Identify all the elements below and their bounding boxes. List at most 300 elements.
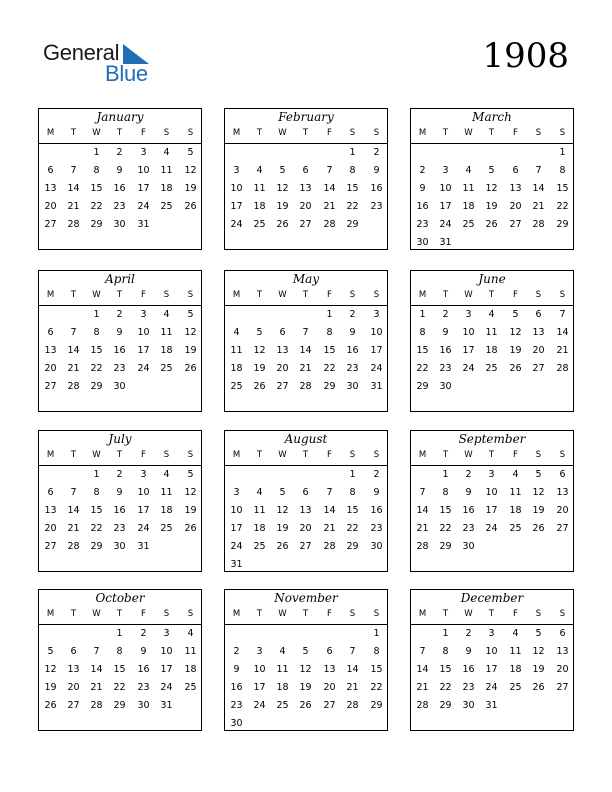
weekday-label: S	[535, 128, 542, 138]
weekday-label: T	[116, 128, 123, 138]
day-cell: 13	[532, 327, 545, 338]
day-cell: 21	[67, 363, 80, 374]
day-cell: 1	[116, 628, 123, 639]
day-cell: 13	[44, 505, 57, 516]
day-cell: 23	[230, 700, 243, 711]
day-cell: 4	[512, 628, 519, 639]
day-cell: 20	[556, 664, 569, 675]
day-cell: 25	[184, 682, 197, 693]
day-cell: 16	[370, 505, 383, 516]
weekday-label: T	[302, 450, 309, 460]
weekday-label: S	[559, 609, 566, 619]
weekday-label: F	[327, 128, 332, 138]
day-cell: 24	[137, 523, 150, 534]
day-cell: 28	[299, 381, 312, 392]
day-cell: 11	[160, 487, 173, 498]
day-cell: 2	[373, 469, 380, 480]
day-cell: 16	[462, 664, 475, 675]
day-cell: 30	[370, 541, 383, 552]
day-cell: 1	[442, 628, 449, 639]
day-cell: 9	[116, 165, 123, 176]
day-cell: 15	[556, 183, 569, 194]
weekday-label: T	[488, 450, 495, 460]
day-cell: 12	[276, 505, 289, 516]
day-cell: 28	[67, 381, 80, 392]
day-cell: 31	[370, 381, 383, 392]
weekday-label: T	[116, 609, 123, 619]
weekday-label: T	[442, 128, 449, 138]
day-cell: 26	[276, 541, 289, 552]
calendar-year: 1908	[482, 36, 569, 76]
weekday-header	[225, 450, 387, 464]
day-cell: 27	[509, 219, 522, 230]
day-cell: 2	[233, 646, 240, 657]
header-divider	[39, 465, 201, 466]
day-cell: 10	[137, 487, 150, 498]
weekday-label: S	[187, 128, 194, 138]
day-cell: 22	[346, 201, 359, 212]
day-cell: 17	[253, 682, 266, 693]
day-cell: 31	[160, 700, 173, 711]
weekday-label: S	[163, 128, 170, 138]
day-cell: 31	[230, 559, 243, 570]
day-cell: 7	[70, 165, 77, 176]
day-cell: 3	[465, 309, 472, 320]
day-cell: 19	[509, 345, 522, 356]
day-cell: 21	[67, 201, 80, 212]
day-cell: 6	[70, 646, 77, 657]
day-cell: 29	[346, 219, 359, 230]
day-cell: 26	[509, 363, 522, 374]
day-cell: 12	[184, 165, 197, 176]
day-cell: 12	[184, 327, 197, 338]
day-cell: 3	[488, 628, 495, 639]
month-name: May	[292, 272, 320, 286]
weekday-label: W	[464, 609, 473, 619]
day-cell: 15	[90, 505, 103, 516]
month-march	[410, 108, 574, 250]
day-cell: 17	[160, 664, 173, 675]
weekday-header	[39, 450, 201, 464]
day-cell: 9	[233, 664, 240, 675]
day-cell: 15	[90, 345, 103, 356]
day-cell: 24	[230, 219, 243, 230]
month-august	[224, 430, 388, 572]
day-cell: 12	[532, 646, 545, 657]
day-cell: 28	[67, 219, 80, 230]
day-cell: 22	[323, 363, 336, 374]
day-cell: 21	[556, 345, 569, 356]
day-cell: 8	[559, 165, 566, 176]
day-cell: 23	[113, 523, 126, 534]
weekday-label: S	[373, 609, 380, 619]
weekday-header	[411, 128, 573, 142]
weekday-label: W	[278, 609, 287, 619]
day-cell: 9	[419, 183, 426, 194]
day-cell: 21	[416, 682, 429, 693]
weekday-label: F	[327, 609, 332, 619]
day-cell: 15	[346, 505, 359, 516]
weekday-label: W	[92, 128, 101, 138]
header-divider	[225, 624, 387, 625]
header-divider	[225, 465, 387, 466]
day-cell: 29	[439, 541, 452, 552]
weekday-label: S	[187, 609, 194, 619]
day-cell: 16	[416, 201, 429, 212]
weekday-label: M	[232, 290, 241, 300]
day-cell: 13	[44, 183, 57, 194]
weekday-label: S	[559, 290, 566, 300]
day-cell: 25	[160, 363, 173, 374]
day-cell: 27	[556, 682, 569, 693]
weekday-label: T	[256, 128, 263, 138]
day-cell: 7	[326, 487, 333, 498]
weekday-label: T	[488, 609, 495, 619]
day-cell: 10	[462, 327, 475, 338]
day-cell: 30	[230, 718, 243, 729]
day-cell: 11	[160, 327, 173, 338]
day-cell: 4	[256, 487, 263, 498]
day-cell: 20	[67, 682, 80, 693]
day-cell: 15	[90, 183, 103, 194]
day-cell: 22	[439, 523, 452, 534]
month-name: September	[458, 432, 526, 446]
day-cell: 19	[184, 505, 197, 516]
weekday-label: M	[46, 609, 55, 619]
day-cell: 4	[256, 165, 263, 176]
weekday-label: T	[302, 609, 309, 619]
day-cell: 16	[113, 505, 126, 516]
header-divider	[411, 143, 573, 144]
brand-logo	[43, 40, 163, 86]
day-cell: 6	[559, 469, 566, 480]
day-cell: 31	[137, 541, 150, 552]
weekday-label: T	[70, 128, 77, 138]
day-cell: 30	[137, 700, 150, 711]
weekday-label: M	[418, 609, 427, 619]
day-cell: 17	[485, 664, 498, 675]
weekday-label: S	[559, 128, 566, 138]
day-cell: 10	[160, 646, 173, 657]
day-cell: 22	[113, 682, 126, 693]
day-cell: 4	[488, 309, 495, 320]
day-cell: 22	[346, 523, 359, 534]
day-cell: 8	[442, 646, 449, 657]
day-cell: 5	[535, 628, 542, 639]
day-cell: 3	[233, 165, 240, 176]
day-cell: 8	[373, 646, 380, 657]
day-cell: 2	[373, 147, 380, 158]
day-cell: 19	[44, 682, 57, 693]
day-cell: 13	[299, 183, 312, 194]
day-cell: 13	[556, 646, 569, 657]
day-cell: 2	[442, 309, 449, 320]
day-cell: 23	[113, 201, 126, 212]
weekday-label: T	[256, 450, 263, 460]
day-cell: 11	[230, 345, 243, 356]
day-cell: 28	[532, 219, 545, 230]
day-cell: 1	[419, 309, 426, 320]
day-cell: 8	[349, 487, 356, 498]
weekday-label: S	[349, 609, 356, 619]
day-cell: 14	[532, 183, 545, 194]
weekday-label: M	[232, 128, 241, 138]
day-cell: 6	[47, 165, 54, 176]
day-cell: 7	[559, 309, 566, 320]
day-cell: 18	[253, 201, 266, 212]
weekday-label: M	[418, 128, 427, 138]
day-cell: 27	[44, 219, 57, 230]
day-cell: 5	[512, 309, 519, 320]
day-cell: 10	[137, 165, 150, 176]
day-cell: 24	[160, 682, 173, 693]
weekday-label: W	[278, 128, 287, 138]
day-cell: 14	[346, 664, 359, 675]
day-cell: 30	[416, 237, 429, 248]
day-cell: 29	[323, 381, 336, 392]
day-cell: 9	[373, 487, 380, 498]
day-cell: 23	[370, 201, 383, 212]
header-divider	[411, 305, 573, 306]
day-cell: 23	[370, 523, 383, 534]
day-cell: 25	[253, 219, 266, 230]
day-cell: 17	[230, 523, 243, 534]
day-cell: 30	[113, 219, 126, 230]
month-july	[38, 430, 202, 572]
day-cell: 11	[485, 327, 498, 338]
day-cell: 15	[439, 664, 452, 675]
day-cell: 13	[509, 183, 522, 194]
weekday-header	[39, 290, 201, 304]
weekday-label: M	[418, 450, 427, 460]
day-cell: 23	[113, 363, 126, 374]
day-cell: 31	[137, 219, 150, 230]
month-september	[410, 430, 574, 572]
day-cell: 10	[485, 487, 498, 498]
weekday-header	[225, 609, 387, 623]
month-name: August	[284, 432, 328, 446]
day-cell: 3	[442, 165, 449, 176]
day-cell: 22	[370, 682, 383, 693]
weekday-label: M	[46, 290, 55, 300]
day-cell: 8	[93, 165, 100, 176]
day-cell: 29	[346, 541, 359, 552]
day-cell: 14	[556, 327, 569, 338]
day-cell: 2	[140, 628, 147, 639]
day-cell: 5	[47, 646, 54, 657]
day-cell: 15	[323, 345, 336, 356]
month-february	[224, 108, 388, 250]
day-cell: 18	[509, 664, 522, 675]
day-cell: 6	[47, 487, 54, 498]
day-cell: 13	[556, 487, 569, 498]
month-name: March	[472, 110, 512, 124]
day-cell: 25	[160, 523, 173, 534]
day-cell: 5	[187, 147, 194, 158]
day-cell: 5	[256, 327, 263, 338]
day-cell: 25	[462, 219, 475, 230]
day-cell: 7	[419, 646, 426, 657]
day-cell: 9	[465, 646, 472, 657]
day-cell: 29	[113, 700, 126, 711]
day-cell: 25	[253, 541, 266, 552]
weekday-header	[411, 290, 573, 304]
day-cell: 7	[93, 646, 100, 657]
day-cell: 30	[462, 700, 475, 711]
day-cell: 4	[187, 628, 194, 639]
day-cell: 9	[465, 487, 472, 498]
day-cell: 20	[44, 201, 57, 212]
day-cell: 10	[230, 505, 243, 516]
day-cell: 19	[184, 345, 197, 356]
weekday-label: M	[232, 609, 241, 619]
day-cell: 2	[465, 469, 472, 480]
day-cell: 4	[279, 646, 286, 657]
day-cell: 18	[276, 682, 289, 693]
day-cell: 12	[184, 487, 197, 498]
day-cell: 7	[70, 327, 77, 338]
day-cell: 8	[349, 165, 356, 176]
weekday-label: F	[141, 290, 146, 300]
day-cell: 15	[346, 183, 359, 194]
month-name: January	[96, 110, 144, 124]
day-cell: 12	[299, 664, 312, 675]
day-cell: 26	[299, 700, 312, 711]
day-cell: 11	[462, 183, 475, 194]
header-divider	[411, 465, 573, 466]
day-cell: 1	[326, 309, 333, 320]
weekday-label: T	[256, 290, 263, 300]
day-cell: 1	[349, 469, 356, 480]
day-cell: 26	[253, 381, 266, 392]
day-cell: 7	[419, 487, 426, 498]
day-cell: 29	[370, 700, 383, 711]
weekday-label: S	[349, 128, 356, 138]
day-cell: 5	[535, 469, 542, 480]
day-cell: 24	[485, 523, 498, 534]
day-cell: 24	[137, 201, 150, 212]
weekday-label: F	[513, 290, 518, 300]
weekday-label: S	[373, 450, 380, 460]
day-cell: 26	[184, 201, 197, 212]
weekday-label: W	[464, 290, 473, 300]
weekday-label: S	[187, 450, 194, 460]
day-cell: 18	[160, 183, 173, 194]
day-cell: 21	[90, 682, 103, 693]
day-cell: 23	[416, 219, 429, 230]
day-cell: 27	[299, 541, 312, 552]
day-cell: 1	[349, 147, 356, 158]
day-cell: 3	[233, 487, 240, 498]
day-cell: 5	[488, 165, 495, 176]
day-cell: 19	[299, 682, 312, 693]
day-cell: 27	[276, 381, 289, 392]
day-cell: 18	[230, 363, 243, 374]
weekday-header	[225, 128, 387, 142]
month-may	[224, 270, 388, 412]
month-name: February	[278, 110, 334, 124]
day-cell: 11	[276, 664, 289, 675]
day-cell: 18	[462, 201, 475, 212]
day-cell: 22	[556, 201, 569, 212]
day-cell: 5	[279, 487, 286, 498]
day-cell: 24	[253, 700, 266, 711]
day-cell: 10	[137, 327, 150, 338]
weekday-label: T	[302, 128, 309, 138]
day-cell: 26	[276, 219, 289, 230]
day-cell: 6	[512, 165, 519, 176]
weekday-label: T	[442, 450, 449, 460]
day-cell: 11	[509, 487, 522, 498]
day-cell: 23	[137, 682, 150, 693]
day-cell: 2	[349, 309, 356, 320]
day-cell: 1	[559, 147, 566, 158]
weekday-label: W	[92, 290, 101, 300]
day-cell: 23	[462, 682, 475, 693]
weekday-label: T	[116, 450, 123, 460]
day-cell: 9	[442, 327, 449, 338]
header-divider	[39, 143, 201, 144]
month-december	[410, 589, 574, 731]
day-cell: 21	[416, 523, 429, 534]
day-cell: 8	[442, 487, 449, 498]
day-cell: 22	[90, 363, 103, 374]
day-cell: 3	[256, 646, 263, 657]
day-cell: 10	[439, 183, 452, 194]
weekday-label: T	[442, 290, 449, 300]
day-cell: 5	[187, 469, 194, 480]
day-cell: 12	[509, 327, 522, 338]
day-cell: 16	[346, 345, 359, 356]
weekday-label: T	[70, 450, 77, 460]
day-cell: 25	[485, 363, 498, 374]
weekday-label: F	[141, 450, 146, 460]
month-november	[224, 589, 388, 731]
day-cell: 28	[556, 363, 569, 374]
day-cell: 21	[323, 201, 336, 212]
day-cell: 23	[346, 363, 359, 374]
day-cell: 12	[276, 183, 289, 194]
day-cell: 4	[163, 469, 170, 480]
weekday-label: M	[418, 290, 427, 300]
day-cell: 20	[44, 523, 57, 534]
weekday-label: T	[116, 290, 123, 300]
brand-word-blue: Blue	[105, 61, 148, 86]
day-cell: 4	[163, 147, 170, 158]
day-cell: 5	[279, 165, 286, 176]
day-cell: 16	[370, 183, 383, 194]
day-cell: 17	[137, 345, 150, 356]
day-cell: 6	[302, 165, 309, 176]
day-cell: 3	[373, 309, 380, 320]
day-cell: 1	[93, 469, 100, 480]
weekday-label: S	[163, 290, 170, 300]
day-cell: 12	[44, 664, 57, 675]
weekday-header	[225, 290, 387, 304]
weekday-label: M	[232, 450, 241, 460]
day-cell: 19	[532, 505, 545, 516]
day-cell: 16	[439, 345, 452, 356]
day-cell: 2	[465, 628, 472, 639]
weekday-label: S	[187, 290, 194, 300]
day-cell: 24	[485, 682, 498, 693]
day-cell: 13	[44, 345, 57, 356]
day-cell: 1	[93, 309, 100, 320]
day-cell: 4	[233, 327, 240, 338]
weekday-header	[39, 609, 201, 623]
day-cell: 8	[93, 487, 100, 498]
day-cell: 12	[532, 487, 545, 498]
